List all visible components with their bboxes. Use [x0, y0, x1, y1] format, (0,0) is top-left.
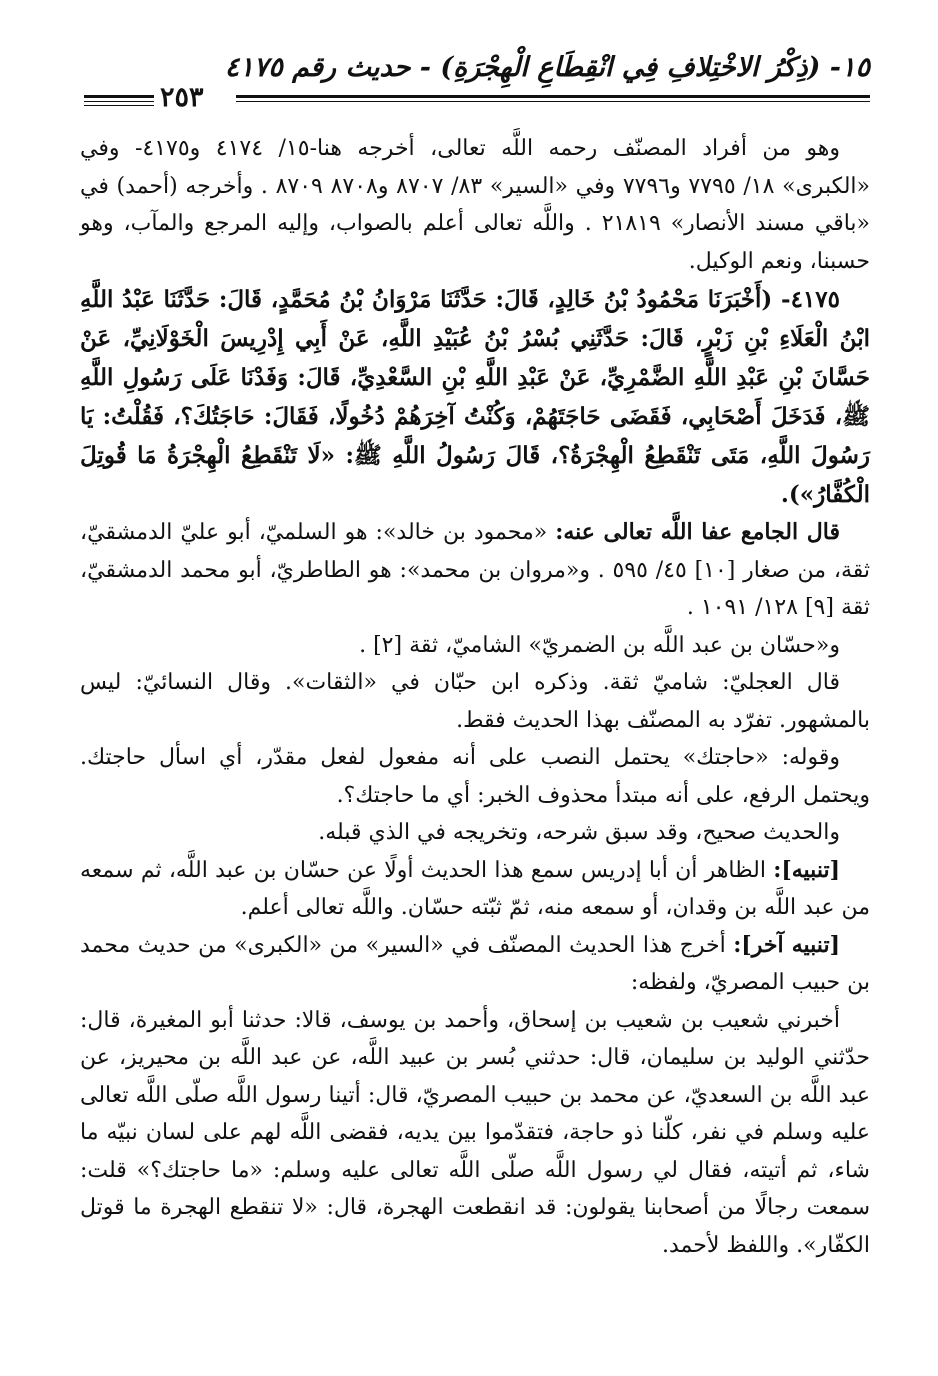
jami-text: «محمود بن خالد»: هو السلميّ، أبو عليّ الدمشقيّ، ثقة، من صغار [١٠] ٤٥/ ٥٩٥ . و«مروان بن محمد»: هو الطاطريّ، أبو محمد الدمشقيّ، ثقة [٩] ١٢٨/ ١٠٩١ .: [80, 520, 870, 620]
paragraph-hassan: و«حسّان بن عبد اللَّه بن الضمريّ» الشاميّ، ثقة [٢] .: [359, 632, 840, 658]
jami-lead: قال الجامع عفا اللَّه تعالى عنه:: [555, 519, 840, 545]
running-header: [80, 48, 870, 114]
tanbih-text: الظاهر أن أبا إدريس سمع هذا الحديث أولًا عن حسّان بن عبد اللَّه، ثم سمعه من عبد اللَّه بن وقدان، أو سمعه منه، ثمّ ثبّته حسّان. واللَّه تعالى أعلم.: [80, 857, 870, 920]
paragraph-tanbih: [80, 852, 870, 927]
paragraph-sahih: والحديث صحيح، وقد سبق شرحه، وتخريجه في الذي قبله.: [318, 820, 840, 845]
header-rule-thin: [236, 101, 870, 102]
page-number-rule-thin-2: [84, 105, 154, 106]
paragraph-tanbih-akhar: [80, 927, 870, 1002]
page-number-rule-thin: [84, 101, 154, 102]
page-number-rule: [84, 95, 154, 98]
paragraph-riwaya: أخبرني شعيب بن شعيب بن إسحاق، وأحمد بن يوسف، قالا: حدثنا أبو المغيرة، قال: حدّثني الوليد بن سليمان، قال: حدثني بُسر بن عبيد اللَّه، عن عبد اللَّه بن محيريز، عن عبد اللَّه بن السعديّ، عن محمد بن حبيب المصريّ، قال: أتينا رسول اللَّه صلّى اللَّه تعالى عليه وسلم في نفر، كلّنا ذو حاجة، فتقدّموا بين يديه، فقضى اللَّه لهم على لسان نبيّه ما شاء، ثم أتيته، فقال لي رسول اللَّه صلّى اللَّه تعالى عليه وسلم: «ما حاجتك؟» قلت: سمعت رجالًا من أصحابنا يقولون: قد انقطعت الهجرة، قال: «لا تنقطع الهجرة ما قوتل الكفّار». واللفظ لأحمد.: [80, 1007, 870, 1258]
tanbih-akhar-lead: [تنبيه آخر]:: [733, 931, 840, 958]
paragraph-hajatuk: وقوله: «حاجتك» يحتمل النصب على أنه مفعول لفعل مقدّر، أي اسأل حاجتك. ويحتمل الرفع، على أنه مبتدأ محذوف الخبر: أي ما حاجتك؟.: [80, 745, 870, 808]
paragraph-takhrij: وهو من أفراد المصنّف رحمه اللَّه تعالى، أخرجه هنا-١٥/ ٤١٧٤ و٤١٧٥- وفي «الكبرى» ١٨/ ٧٧٩٥ و٧٧٩٦ وفي «السير» ٨٣/ ٨٧٠٧ و٨٧٠٨ ٨٧٠٩ . وأخرجه (أحمد) في «باقي مسند الأنصار» ٢١٨١٩ . واللَّه تعالى أعلم بالصواب، وإليه المرجع والمآب، وهو حسبنا، ونعم الوكيل.: [80, 136, 871, 274]
header-rule: [236, 95, 870, 98]
hadith-text: ٤١٧٥- (أَخْبَرَنَا مَحْمُودُ بْنُ خَالِدٍ، قَالَ: حَدَّثَنَا مَرْوَانُ بْنُ مُحَمَّدٍ، قَالَ: حَدَّثَنَا عَبْدُ اللَّهِ ابْنُ الْعَلَاءِ بْنِ زَبْرٍ، قَالَ: حَدَّثَنِي بُسْرُ بْنُ عُبَيْدِ اللَّهِ، عَنْ أَبِي إِدْرِيسَ الْخَوْلَانِيِّ، عَنْ حَسَّانَ بْنِ عَبْدِ اللَّهِ الضَّمْرِيِّ، عَنْ عَبْدِ اللَّهِ بْنِ السَّعْدِيِّ، قَالَ: وَفَدْنَا عَلَى رَسُولِ اللَّهِ ﷺ، فَدَخَلَ أَصْحَابِي، فَقَضَى حَاجَتَهُمْ، وَكُنْتُ آخِرَهُمْ دُخُولًا، فَقَالَ: حَاجَتُكَ؟، فَقُلْتُ: يَا رَسُولَ اللَّهِ، مَتَى تَنْقَطِعُ الْهِجْرَةُ؟، قَالَ رَسُولُ اللَّهِ ﷺ: «لَا تَنْقَطِعُ الْهِجْرَةُ مَا قُوتِلَ الْكُفَّارُ»).: [80, 286, 870, 508]
tanbih-akhar-text: أخرج هذا الحديث المصنّف في «السير» من «الكبرى» من حديث محمد بن حبيب المصريّ، ولفظه:: [80, 932, 870, 995]
page-number: ٢٥٣: [160, 82, 204, 113]
body-text: [80, 130, 870, 1264]
paragraph-jami: [80, 514, 870, 627]
header-title: ١٥- (ذِكْرُ الاخْتِلافِ فِي انْقِطَاعِ الْهِجْرَةِ) - حديث رقم ٤١٧٥: [224, 52, 870, 83]
paragraph-ijli: قال العجليّ: شاميّ ثقة. وذكره ابن حبّان في «الثقات». وقال النسائيّ: ليس بالمشهور. تفرّد به المصنّف بهذا الحديث فقط.: [80, 670, 870, 733]
tanbih-lead: [تنبيه]:: [773, 856, 840, 883]
